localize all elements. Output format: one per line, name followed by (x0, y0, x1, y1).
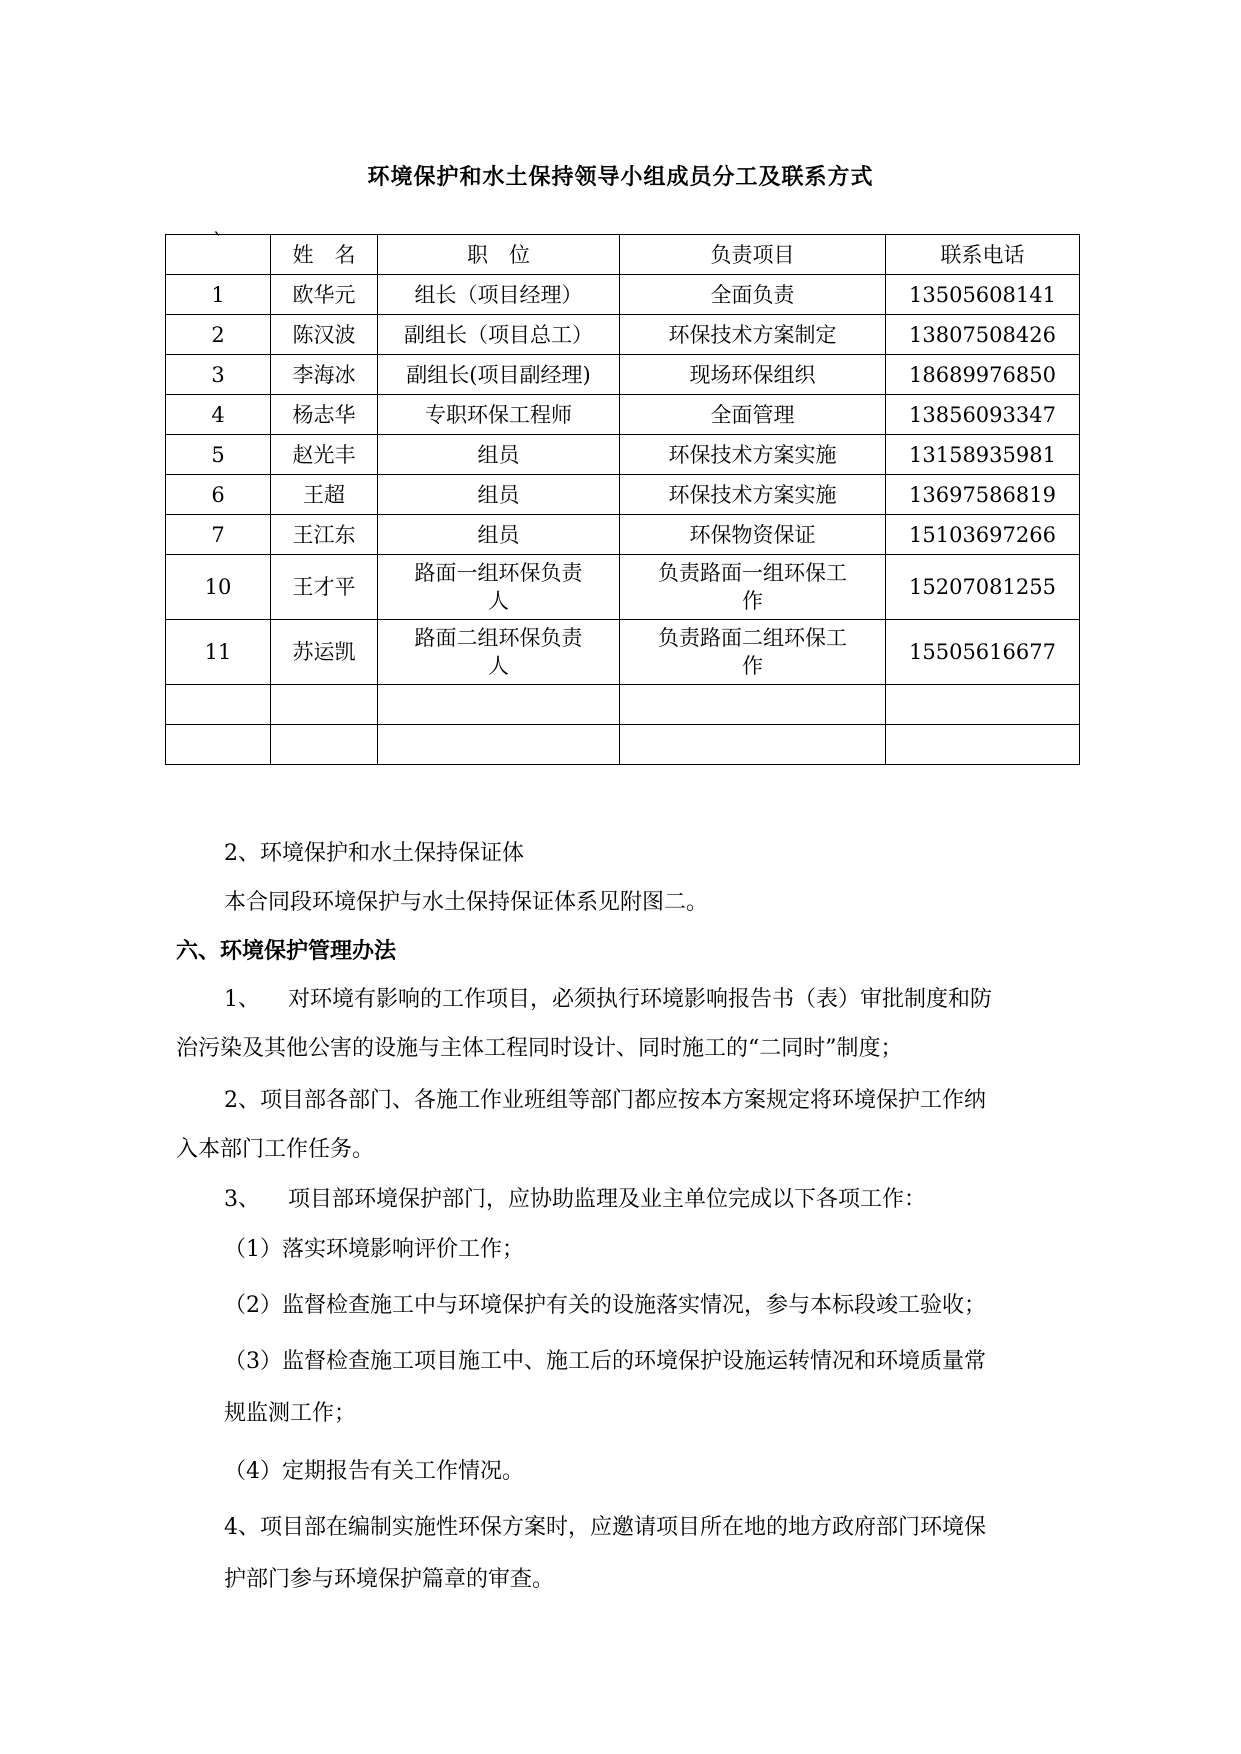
cell-no: 3 (166, 355, 271, 395)
cell-position (378, 620, 620, 685)
cell-duty: 环保技术方案实施 (620, 435, 886, 475)
cell-duty-line1: 负责路面一组环保工 (658, 561, 847, 585)
empty-cell (271, 725, 378, 765)
section2-text: 本合同段环境保护与水土保持保证体系见附图二。 (224, 890, 709, 915)
cell-duty-line2: 作 (742, 589, 763, 613)
cell-duty (620, 620, 886, 685)
cell-no: 11 (166, 620, 271, 685)
item1-line2: 治污染及其他公害的设施与主体工程同时设计、同时施工的“二同时”制度； (176, 1036, 903, 1061)
header-position: 职 位 (378, 235, 620, 275)
sub-item-3-line1: （3）监督检查施工项目施工中、施工后的环境保护设施运转情况和环境质量常 (224, 1349, 986, 1374)
section2-title: 2、环境保护和水土保持保证体 (224, 841, 524, 866)
cell-no: 10 (166, 555, 271, 620)
cell-name: 赵光丰 (271, 435, 378, 475)
table-row (166, 275, 1080, 315)
cell-name: 陈汉波 (271, 315, 378, 355)
empty-cell (886, 685, 1080, 725)
cell-duty: 环保技术方案制定 (620, 315, 886, 355)
section-six-heading: 六、环境保护管理办法 (176, 939, 397, 964)
table-row-empty (166, 685, 1080, 725)
item3-text: 项目部环境保护部门，应协助监理及业主单位完成以下各项工作： (288, 1187, 927, 1212)
item4-line1: 4、项目部在编制实施性环保方案时，应邀请项目所在地的地方政府部门环境保 (224, 1515, 986, 1540)
cell-no: 1 (166, 275, 271, 315)
cell-duty (620, 555, 886, 620)
table-row (166, 435, 1080, 475)
cell-position-line1: 路面二组环保负责 (414, 626, 583, 650)
cell-name: 王超 (271, 475, 378, 515)
item1-line1: 对环境有影响的工作项目，必须执行环境影响报告书（表）审批制度和防 (288, 987, 993, 1012)
sub-item-4: （4）定期报告有关工作情况。 (224, 1459, 524, 1484)
table-row (166, 620, 1080, 685)
table-row (166, 555, 1080, 620)
cell-duty-line2: 作 (742, 654, 763, 678)
cell-name: 王才平 (271, 555, 378, 620)
table-row (166, 355, 1080, 395)
item4-line2: 护部门参与环境保护篇章的审查。 (224, 1567, 555, 1592)
cell-name: 王江东 (271, 515, 378, 555)
cell-phone: 18689976850 (886, 355, 1080, 395)
cell-phone: 13807508426 (886, 315, 1080, 355)
cell-position: 组长（项目经理） (378, 275, 620, 315)
cell-duty: 全面负责 (620, 275, 886, 315)
cell-duty: 现场环保组织 (620, 355, 886, 395)
cell-position: 组员 (378, 435, 620, 475)
empty-cell (378, 725, 620, 765)
table-row (166, 395, 1080, 435)
cell-position: 副组长(项目副经理) (378, 355, 620, 395)
cell-phone: 15505616677 (886, 620, 1080, 685)
cell-duty: 环保物资保证 (620, 515, 886, 555)
item2-line1: 2、项目部各部门、各施工作业班组等部门都应按本方案规定将环境保护工作纳 (224, 1088, 986, 1113)
cell-duty: 全面管理 (620, 395, 886, 435)
cell-no: 2 (166, 315, 271, 355)
cell-no: 5 (166, 435, 271, 475)
item1-number: 1、 (224, 987, 260, 1012)
cell-phone: 13158935981 (886, 435, 1080, 475)
empty-cell (166, 685, 271, 725)
item2-line2: 入本部门工作任务。 (176, 1137, 375, 1162)
table-header-row (166, 235, 1080, 275)
header-name: 姓 名 (271, 235, 378, 275)
cell-phone: 15103697266 (886, 515, 1080, 555)
cell-phone: 13697586819 (886, 475, 1080, 515)
header-duty: 负责项目 (620, 235, 886, 275)
cell-no: 4 (166, 395, 271, 435)
header-phone: 联系电话 (886, 235, 1080, 275)
empty-cell (166, 725, 271, 765)
item3-number: 3、 (224, 1187, 260, 1212)
cell-name: 杨志华 (271, 395, 378, 435)
cell-phone: 13856093347 (886, 395, 1080, 435)
cell-duty-line1: 负责路面二组环保工 (658, 626, 847, 650)
sub-item-2: （2）监督检查施工中与环境保护有关的设施落实情况，参与本标段竣工验收； (224, 1293, 986, 1318)
cell-duty: 环保技术方案实施 (620, 475, 886, 515)
table-row (166, 475, 1080, 515)
cell-position: 副组长（项目总工） (378, 315, 620, 355)
cell-name: 李海冰 (271, 355, 378, 395)
sub-item-3-line2: 规监测工作； (224, 1401, 357, 1426)
sub-item-1: （1）落实环境影响评价工作； (224, 1237, 524, 1262)
members-table (165, 230, 1080, 765)
cell-no: 7 (166, 515, 271, 555)
cell-phone: 15207081255 (886, 555, 1080, 620)
empty-cell (620, 685, 886, 725)
cell-no: 6 (166, 475, 271, 515)
page-title: 环境保护和水土保持领导小组成员分工及联系方式 (367, 165, 874, 190)
cell-position-line2: 人 (488, 654, 509, 678)
cell-position (378, 555, 620, 620)
header-corner: ` (166, 235, 271, 275)
empty-cell (378, 685, 620, 725)
cell-position: 组员 (378, 515, 620, 555)
cell-position: 专职环保工程师 (378, 395, 620, 435)
table-row (166, 315, 1080, 355)
cell-position: 组员 (378, 475, 620, 515)
empty-cell (886, 725, 1080, 765)
cell-name: 欧华元 (271, 275, 378, 315)
cell-position-line1: 路面一组环保负责 (414, 561, 583, 585)
empty-cell (620, 725, 886, 765)
empty-cell (271, 685, 378, 725)
cell-position-line2: 人 (488, 589, 509, 613)
table-row (166, 515, 1080, 555)
cell-name: 苏运凯 (271, 620, 378, 685)
cell-phone: 13505608141 (886, 275, 1080, 315)
table-row-empty (166, 725, 1080, 765)
